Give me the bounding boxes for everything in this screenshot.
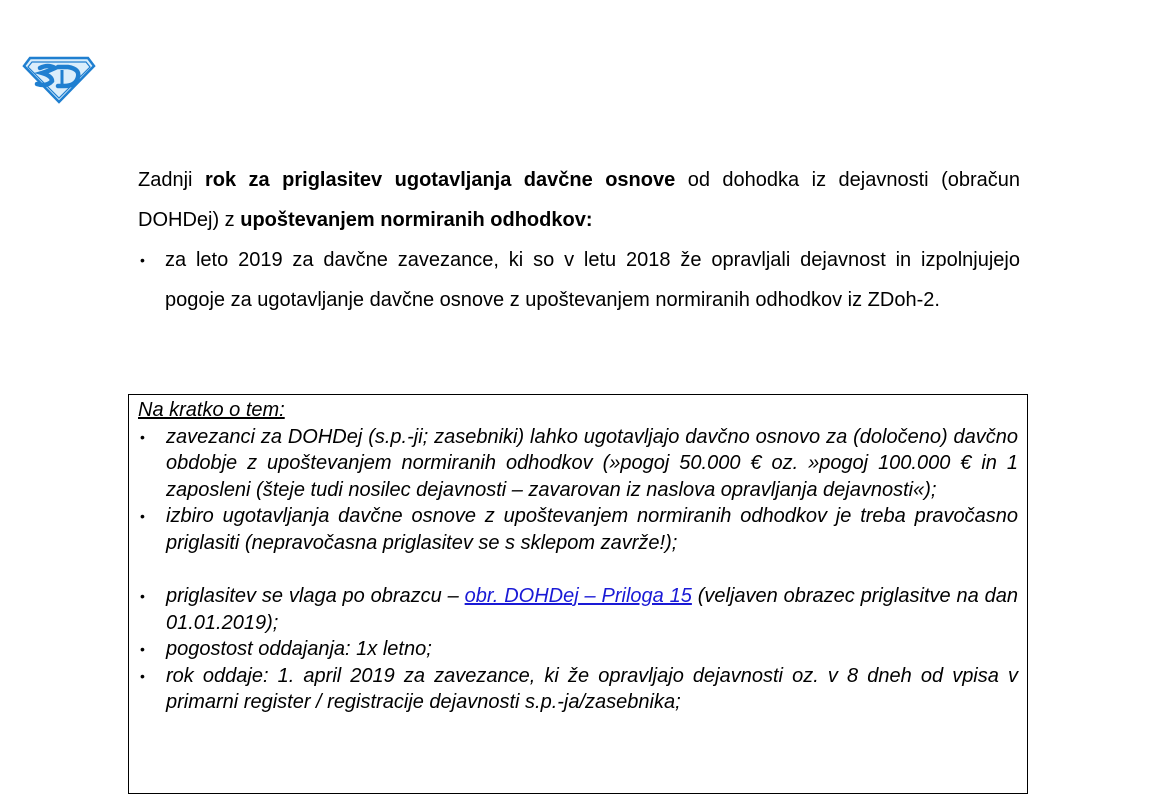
bullet-icon: •	[140, 641, 145, 657]
summary-item-text: priglasitev se vlaga po obrazcu –	[166, 585, 465, 607]
intro-section	[138, 160, 1020, 320]
summary-item	[138, 503, 1018, 556]
summary-item-text: rok oddaje: 1. april 2019 za zavezance, ki že opravljajo dejavnosti oz. v 8 dneh od vpisa v primarni register / registracije dejavnosti s.p.-ja/zasebnika;	[166, 664, 1018, 713]
form-link[interactable]: obr. DOHDej – Priloga 15	[464, 585, 692, 607]
bullet-icon: •	[140, 252, 145, 268]
intro-list-item	[138, 240, 1020, 320]
summary-item-text: zavezanci za DOHDej (s.p.-ji; zasebniki) lahko ugotavljajo davčno osnovo za (določeno) davčno obdobje z upoštevanjem normiranih odhodkov (»pogoj 50.000 € oz. »pogoj 100.000 € in 1 zaposleni (šteje tudi nosilec dejavnosti – zavarovan iz naslova opravljanja dejavnosti«);	[166, 425, 1018, 501]
intro-bullet-text: za leto 2019 za davčne zavezance, ki so v letu 2018 že opravljali dejavnost in izpolnjujejo pogoje za ugotavljanje davčne osnove z upoštevanjem normiranih odhodkov iz ZDoh-2.	[165, 249, 1020, 311]
summary-item-text: (veljaven obrazec priglasitve na dan 01.01.2019);	[166, 585, 1018, 634]
summary-list	[138, 424, 1018, 716]
summary-item	[138, 424, 1018, 504]
intro-bold-deadline: rok za priglasitev ugotavljanja davčne osnove	[204, 169, 676, 191]
intro-list	[138, 240, 1020, 320]
summary-box	[128, 394, 1028, 794]
company-logo	[22, 48, 96, 104]
summary-item-text: pogostost oddajanja: 1x letno;	[166, 638, 432, 660]
bullet-icon: •	[140, 508, 145, 524]
summary-item	[138, 583, 1018, 636]
bullet-icon: •	[140, 588, 145, 604]
summary-box-title: Na kratko o tem:	[138, 399, 285, 421]
intro-text-1: Zadnji	[138, 169, 205, 191]
summary-item-text: izbiro ugotavljanja davčne osnove z upoštevanjem normiranih odhodkov je treba pravočasno priglasiti (nepravočasna priglasitev se s sklepom zavrže!);	[166, 505, 1018, 554]
intro-paragraph	[138, 160, 1020, 240]
bullet-icon: •	[140, 667, 145, 684]
summary-item	[138, 636, 1018, 663]
summary-item	[138, 663, 1018, 716]
bullet-icon: •	[140, 428, 145, 445]
intro-bold-normirani: upoštevanjem normiranih odhodkov:	[240, 209, 593, 231]
intro-text-2: od dohodka iz dejavnosti (obračun DOHDej) z	[138, 169, 1021, 231]
